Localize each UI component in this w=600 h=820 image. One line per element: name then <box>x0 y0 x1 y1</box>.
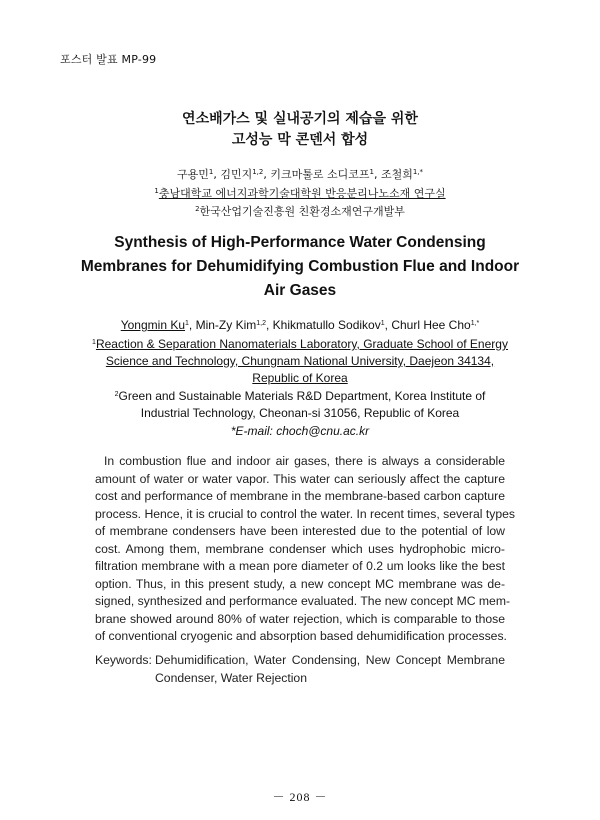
abstract <box>95 453 515 646</box>
abstract-line: In combustion flue and indoor air gases, there is always a considerable <box>104 454 505 468</box>
english-affiliation-1-line3: Republic of Korea <box>252 371 348 385</box>
abstract-line: brane showed around 80% of water rejection, which is comparable to those <box>95 611 505 626</box>
english-author: Yongmin Ku$^1$, <box>120 318 196 332</box>
korean-title-line2: 고성능 막 콘덴서 합성 <box>231 132 369 148</box>
contact-email: *E-mail: choch@cnu.ac.kr <box>230 424 370 438</box>
english-author: Min-Zy Kim$^{1,2}$, <box>195 318 273 332</box>
abstract-line: amount of water or water vapor. This water can seriously affect the capture <box>95 471 505 486</box>
page-number: － 208 － <box>272 790 328 804</box>
abstract-line: of membrane condensers have been interested due to the potential of low <box>95 524 505 538</box>
korean-title-line1: 연소배가스 및 실내공기의 제습을 위한 <box>182 111 418 127</box>
english-affiliation-2-line1: $^2$Green and Sustainable Materials R&D Department, Korea Institute of <box>114 389 486 403</box>
english-author: Khikmatullo Sodikov$^1$, <box>272 318 392 332</box>
english-affiliation-1-line1: $^1$Reaction & Separation Nanomaterials Laboratory, Graduate School of Energy <box>92 337 508 351</box>
abstract-line: cost and performance of membrane in the membrane-based carbon capture <box>95 489 505 503</box>
english-title-line1: Synthesis of High-Performance Water Condensing <box>114 234 486 251</box>
english-affiliation-1-line2: Science and Technology, Chungnam National University, Daejeon 34134, <box>105 354 495 368</box>
english-author: Churl Hee Cho$^{1,*}$ <box>391 318 480 332</box>
english-authors <box>0 318 600 332</box>
korean-author: 키크마툴로 소디코프$^1$, <box>270 168 381 181</box>
keywords-line1: Dehumidification, Water Condensing, New Concept Membrane <box>155 653 505 667</box>
keywords <box>95 652 505 687</box>
abstract-line: option. Thus, in this present study, a new concept MC membrane was de- <box>95 576 505 591</box>
korean-author: 구용민$^1$, <box>176 168 221 181</box>
poster-tag: 포스터 발표 MP-99 <box>60 53 157 66</box>
abstract-line: cost. Among them, membrane condenser which uses hydrophobic micro- <box>95 541 505 556</box>
korean-affiliation-1: $^1$충남대학교 에너지과학기술대학원 반응분리나노소재 연구실 <box>154 187 446 200</box>
english-affiliation-2-line2: Industrial Technology, Cheonan-si 31056, Republic of Korea <box>140 406 460 420</box>
korean-author: 조철희$^{1,*}$ <box>380 168 424 181</box>
abstract-line: of conventional cryogenic and absorption based dehumidification processes. <box>95 629 507 643</box>
english-title-line2: Membranes for Dehumidifying Combustion Flue and Indoor <box>80 258 520 275</box>
english-title-line3: Air Gases <box>263 282 337 299</box>
keywords-label: Keywords: <box>95 653 152 667</box>
korean-author: 김민지$^{1,2}$, <box>220 168 271 181</box>
keywords-line2: Condenser, Water Rejection <box>155 670 307 685</box>
korean-authors <box>0 166 600 182</box>
korean-affiliation-2: $^2$한국산업기술진흥원 친환경소재연구개발부 <box>195 205 405 218</box>
abstract-line: filtration membrane with a mean pore diameter of 0.2 um looks like the best <box>95 559 505 573</box>
abstract-line: process. Hence, it is crucial to control the water. In recent times, several types <box>95 506 515 521</box>
abstract-line: signed, synthesized and performance evaluated. The new concept MC mem- <box>95 594 511 608</box>
